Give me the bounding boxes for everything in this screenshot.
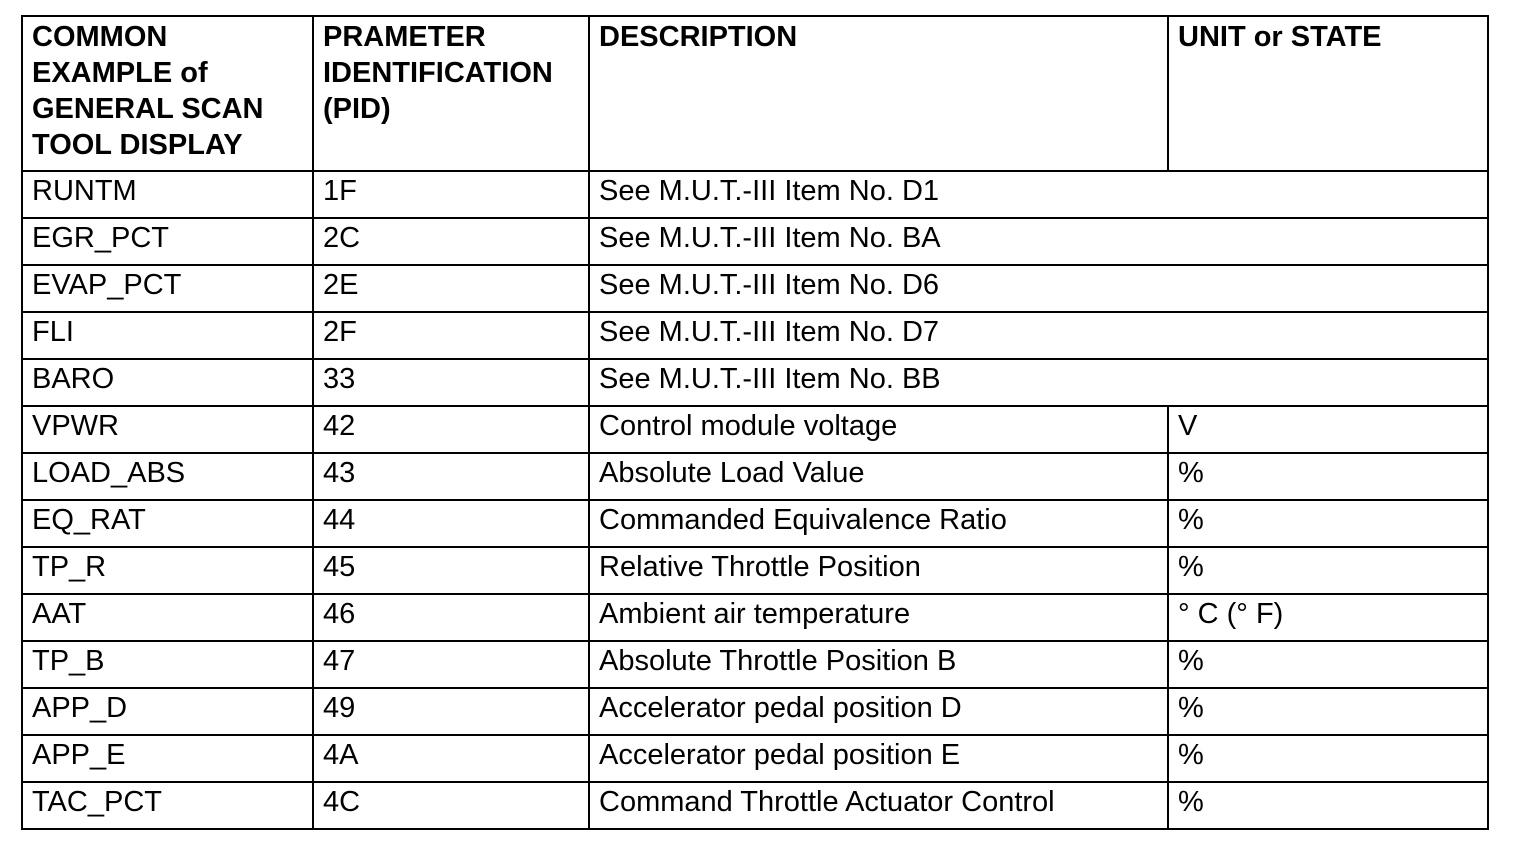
table-row bbox=[22, 171, 1488, 218]
cell-unit: % bbox=[1168, 547, 1488, 594]
cell-description: Accelerator pedal position D bbox=[589, 688, 1168, 735]
cell-display: EQ_RAT bbox=[22, 500, 313, 547]
header-unit-or-state: UNIT or STATE bbox=[1168, 16, 1488, 171]
cell-pid: 4C bbox=[313, 782, 589, 829]
cell-description: See M.U.T.-III Item No. D6 bbox=[589, 265, 1488, 312]
header-description: DESCRIPTION bbox=[589, 16, 1168, 171]
cell-description: See M.U.T.-III Item No. BB bbox=[589, 359, 1488, 406]
cell-pid: 45 bbox=[313, 547, 589, 594]
cell-pid: 2C bbox=[313, 218, 589, 265]
cell-unit: % bbox=[1168, 782, 1488, 829]
table-row bbox=[22, 688, 1488, 735]
cell-unit: % bbox=[1168, 641, 1488, 688]
cell-description: Command Throttle Actuator Control bbox=[589, 782, 1168, 829]
table-row bbox=[22, 500, 1488, 547]
cell-display: APP_D bbox=[22, 688, 313, 735]
header-pid: PRAMETER IDENTIFICATION (PID) bbox=[313, 16, 589, 171]
cell-display: EVAP_PCT bbox=[22, 265, 313, 312]
table-row bbox=[22, 641, 1488, 688]
cell-description: Control module voltage bbox=[589, 406, 1168, 453]
cell-description: Relative Throttle Position bbox=[589, 547, 1168, 594]
cell-description: Accelerator pedal position E bbox=[589, 735, 1168, 782]
cell-pid: 44 bbox=[313, 500, 589, 547]
table-row bbox=[22, 218, 1488, 265]
cell-unit: % bbox=[1168, 688, 1488, 735]
cell-pid: 1F bbox=[313, 171, 589, 218]
cell-display: TAC_PCT bbox=[22, 782, 313, 829]
cell-pid: 33 bbox=[313, 359, 589, 406]
cell-pid: 2F bbox=[313, 312, 589, 359]
cell-display: AAT bbox=[22, 594, 313, 641]
cell-display: TP_R bbox=[22, 547, 313, 594]
table-row bbox=[22, 406, 1488, 453]
cell-unit: % bbox=[1168, 735, 1488, 782]
table-row bbox=[22, 782, 1488, 829]
header-scan-tool-display: COMMON EXAMPLE of GENERAL SCAN TOOL DISPLAY bbox=[22, 16, 313, 171]
cell-description: Ambient air temperature bbox=[589, 594, 1168, 641]
cell-unit: % bbox=[1168, 453, 1488, 500]
cell-display: LOAD_ABS bbox=[22, 453, 313, 500]
table-row bbox=[22, 547, 1488, 594]
table-row bbox=[22, 453, 1488, 500]
table-row bbox=[22, 312, 1488, 359]
table-row bbox=[22, 359, 1488, 406]
cell-unit: ° C (° F) bbox=[1168, 594, 1488, 641]
cell-description: Commanded Equivalence Ratio bbox=[589, 500, 1168, 547]
cell-description: Absolute Load Value bbox=[589, 453, 1168, 500]
cell-display: RUNTM bbox=[22, 171, 313, 218]
cell-unit: V bbox=[1168, 406, 1488, 453]
table-row bbox=[22, 735, 1488, 782]
cell-display: APP_E bbox=[22, 735, 313, 782]
cell-unit: % bbox=[1168, 500, 1488, 547]
cell-display: FLI bbox=[22, 312, 313, 359]
cell-description: See M.U.T.-III Item No. D7 bbox=[589, 312, 1488, 359]
cell-pid: 43 bbox=[313, 453, 589, 500]
pid-table bbox=[21, 15, 1489, 830]
cell-display: TP_B bbox=[22, 641, 313, 688]
table-row bbox=[22, 594, 1488, 641]
cell-description: See M.U.T.-III Item No. D1 bbox=[589, 171, 1488, 218]
cell-display: VPWR bbox=[22, 406, 313, 453]
cell-pid: 4A bbox=[313, 735, 589, 782]
table-header-row bbox=[22, 16, 1488, 171]
cell-pid: 2E bbox=[313, 265, 589, 312]
cell-pid: 46 bbox=[313, 594, 589, 641]
cell-description: See M.U.T.-III Item No. BA bbox=[589, 218, 1488, 265]
cell-pid: 49 bbox=[313, 688, 589, 735]
cell-display: EGR_PCT bbox=[22, 218, 313, 265]
cell-display: BARO bbox=[22, 359, 313, 406]
cell-description: Absolute Throttle Position B bbox=[589, 641, 1168, 688]
table-row bbox=[22, 265, 1488, 312]
cell-pid: 42 bbox=[313, 406, 589, 453]
cell-pid: 47 bbox=[313, 641, 589, 688]
